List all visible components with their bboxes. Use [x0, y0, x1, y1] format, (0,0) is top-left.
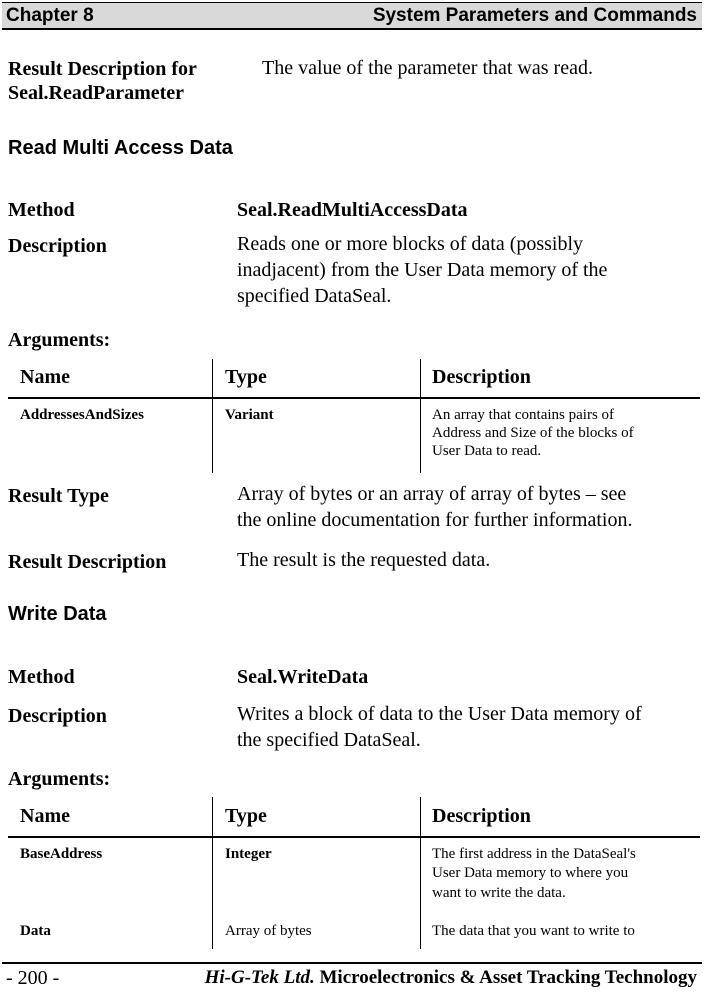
method-label: Method [8, 666, 75, 688]
table-column-divider [212, 797, 213, 949]
table-column-divider [420, 797, 421, 949]
footer-credit [205, 966, 697, 990]
table-cell-type: Variant [225, 407, 274, 423]
table-cell-name: Data [20, 923, 51, 939]
footer-tagline: Microelectronics & Asset Tracking Technology [319, 967, 697, 988]
result-description-text: The result is the requested data. [237, 549, 491, 571]
table-header-description: Description [432, 805, 531, 827]
arguments-label: Arguments: [8, 329, 111, 351]
table-cell-desc-line: want to write the data. [432, 885, 566, 901]
table-cell-desc-line: Address and Size of the blocks of [432, 425, 634, 441]
table-column-divider [420, 359, 421, 473]
method-label: Method [8, 199, 75, 221]
result-type-line: the online documentation for further information. [237, 509, 633, 531]
section-heading-read-multi: Read Multi Access Data [8, 137, 233, 159]
table-cell-desc-line: An array that contains pairs of [432, 407, 615, 423]
description-line: inadjacent) from the User Data memory of the [237, 259, 608, 281]
table-header-description: Description [432, 366, 531, 388]
table-cell-type: Integer [225, 846, 272, 862]
footer-rule [2, 962, 702, 964]
table-cell-name: BaseAddress [20, 846, 103, 862]
table-header-rule [8, 397, 700, 399]
description-label: Description [8, 705, 107, 727]
description-label: Description [8, 235, 107, 257]
description-line: specified DataSeal. [237, 285, 392, 307]
table-header-name: Name [20, 366, 70, 388]
table-cell-desc-line: The data that you want to write to [432, 923, 635, 939]
description-line: Reads one or more blocks of data (possibly [237, 233, 584, 255]
table-cell-name: AddressesAndSizes [20, 407, 144, 423]
table-header-name: Name [20, 805, 70, 827]
result-desc-text: The value of the parameter that was read. [262, 57, 593, 79]
section-heading-write-data: Write Data [8, 603, 107, 625]
arguments-label: Arguments: [8, 768, 111, 790]
chapter-label: Chapter 8 [6, 5, 94, 26]
description-line: Writes a block of data to the User Data memory of [237, 703, 642, 725]
method-value: Seal.ReadMultiAccessData [237, 199, 468, 221]
table-cell-type: Array of bytes [225, 923, 312, 939]
method-value: Seal.WriteData [237, 666, 369, 688]
result-type-line: Array of bytes or an array of array of bytes – see [237, 483, 627, 505]
table-header-type: Type [225, 366, 267, 388]
table-header-type: Type [225, 805, 267, 827]
footer-company: Hi-G-Tek Ltd. [204, 967, 315, 988]
result-type-label: Result Type [8, 485, 109, 507]
description-line: the specified DataSeal. [237, 729, 421, 751]
table-cell-desc-line: The first address in the DataSeal's [432, 846, 636, 862]
result-description-label: Result Description [8, 551, 167, 573]
table-cell-desc-line: User Data to read. [432, 443, 542, 459]
table-header-rule [8, 836, 700, 838]
table-column-divider [212, 359, 213, 473]
result-desc-label-line1: Result Description for [8, 58, 197, 80]
page-number: - 200 - [6, 967, 60, 989]
result-desc-label-line2: Seal.ReadParameter [8, 82, 185, 104]
chapter-title: System Parameters and Commands [372, 5, 697, 26]
table-cell-desc-line: User Data memory to where you [432, 865, 629, 881]
